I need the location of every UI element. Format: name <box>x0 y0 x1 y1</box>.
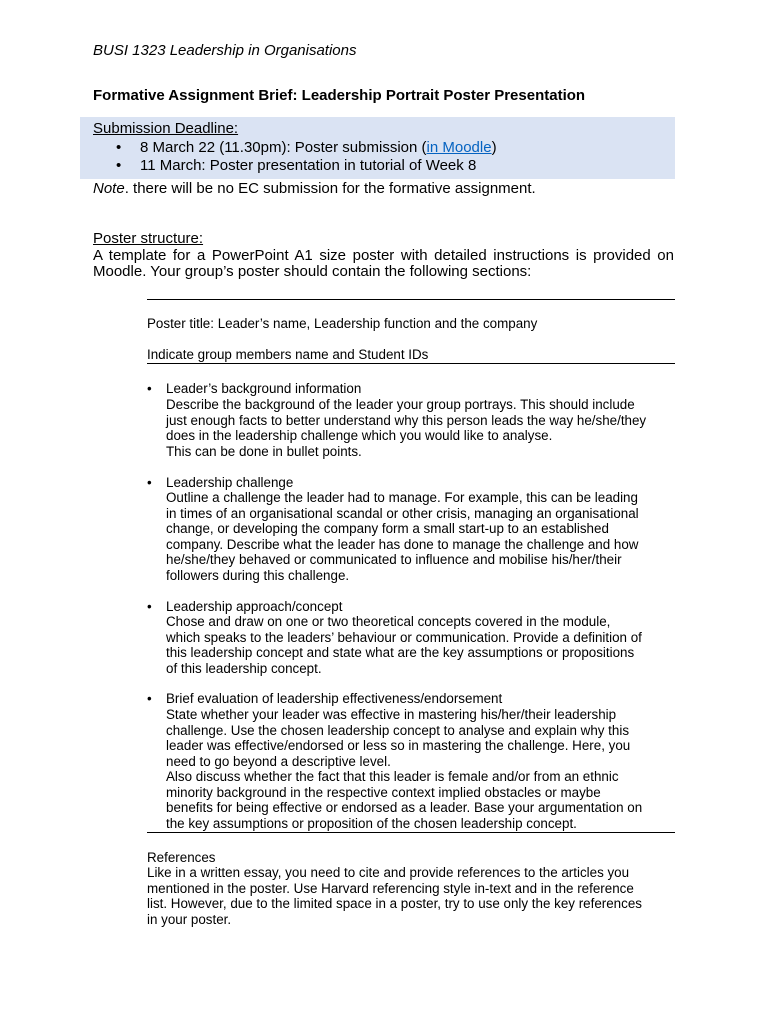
group-members-line: Indicate group members name and Student IDs <box>147 347 429 362</box>
body-line: Also discuss whether the fact that this leader is female and/or from an ethnic <box>166 769 619 784</box>
section-body-background <box>166 397 674 459</box>
body-line: in times of an organisational scandal or other crisis, managing an organisational <box>166 505 639 521</box>
body-line: the key assumptions or proposition of the chosen leadership concept. <box>166 815 577 831</box>
body-line: company. Describe what the leader has done to manage the challenge and how <box>166 536 639 552</box>
deadline-item-1-suffix: ) <box>491 139 497 156</box>
body-line: Outline a challenge the leader had to manage. For example, this can be leading <box>166 490 638 505</box>
body-line: challenge. Use the chosen leadership concept to analyse and explain why this <box>166 722 630 738</box>
deadline-title: Submission Deadline: <box>93 120 239 137</box>
section-body-approach <box>166 614 674 676</box>
section-body-challenge <box>166 490 674 583</box>
divider-top <box>147 299 675 300</box>
section-heading-background: Leader’s background information <box>166 381 362 396</box>
section-heading-approach: Leadership approach/concept <box>166 599 343 614</box>
bullet-icon: • <box>147 691 152 706</box>
body-line: need to go beyond a descriptive level. <box>166 753 391 769</box>
body-line: this leadership concept and state what are the key assumptions or propositions <box>166 645 635 660</box>
body-line: This can be done in bullet points. <box>166 443 362 459</box>
bullet-icon: • <box>147 599 152 614</box>
body-line: of this leadership concept. <box>166 660 322 676</box>
body-line: mentioned in the poster. Use Harvard referencing style in-text and in the reference <box>147 880 634 896</box>
poster-structure-intro: A template for a PowerPoint A1 size poster with detailed instructions is provided on Moodle. Your group’s poster should contain the following sections: <box>93 247 674 280</box>
divider-mid <box>147 363 675 364</box>
bullet-icon: • <box>147 475 152 490</box>
body-line: leader was effective/endorsed or less so in mastering the challenge. Here, you <box>166 738 631 753</box>
body-line: which speaks to the leaders’ behaviour or communication. Provide a definition of <box>166 629 642 645</box>
body-line: Describe the background of the leader your group portrays. This should include <box>166 397 635 412</box>
bullet-icon: • <box>147 381 152 396</box>
section-heading-challenge: Leadership challenge <box>166 475 294 490</box>
body-line: benefits for being effective or endorsed as a leader. Base your argumentation on <box>166 800 643 815</box>
body-line: followers during this challenge. <box>166 567 350 583</box>
body-line: in your poster. <box>147 911 232 927</box>
body-line: minority background in the respective context implied obstacles or maybe <box>166 784 601 800</box>
brief-title: Formative Assignment Brief: Leadership Portrait Poster Presentation <box>93 87 586 104</box>
bullet-icon: • <box>116 157 122 174</box>
note-text: . there will be no EC submission for the formative assignment. <box>124 180 536 197</box>
deadline-item-1 <box>140 140 497 156</box>
section-heading-evaluation: Brief evaluation of leadership effectiveness/endorsement <box>166 691 503 706</box>
body-line: change, or developing the company form a small start-up to an established <box>166 521 609 536</box>
moodle-link[interactable]: in Moodle <box>426 139 492 156</box>
bullet-icon: • <box>116 139 122 156</box>
poster-title-line: Poster title: Leader’s name, Leadership function and the company <box>147 316 538 331</box>
poster-structure-title: Poster structure: <box>93 230 204 247</box>
deadline-item-2: 11 March: Poster presentation in tutorial of Week 8 <box>140 157 477 174</box>
body-line: State whether your leader was effective in mastering his/her/their leadership <box>166 707 617 722</box>
course-title: BUSI 1323 Leadership in Organisations <box>93 42 357 59</box>
body-line: does in the leadership challenge which you would like to analyse. <box>166 428 553 443</box>
body-line: Chose and draw on one or two theoretical concepts covered in the module, <box>166 614 611 629</box>
body-line: just enough facts to better understand why this person leads the way he/she/they <box>166 412 647 428</box>
body-line: he/she/they behaved or communicated to influence and mobilise his/her/their <box>166 552 622 567</box>
references-body <box>147 865 674 927</box>
references-heading: References <box>147 850 216 865</box>
divider-bottom <box>147 832 675 833</box>
body-line: Like in a written essay, you need to cite and provide references to the articles you <box>147 865 630 880</box>
section-body-evaluation <box>166 707 674 831</box>
note <box>93 181 536 197</box>
note-label: Note <box>93 180 125 197</box>
deadline-item-1-text: 8 March 22 (11.30pm): Poster submission ( <box>140 139 427 156</box>
body-line: list. However, due to the limited space in a poster, try to use only the key references <box>147 896 642 911</box>
